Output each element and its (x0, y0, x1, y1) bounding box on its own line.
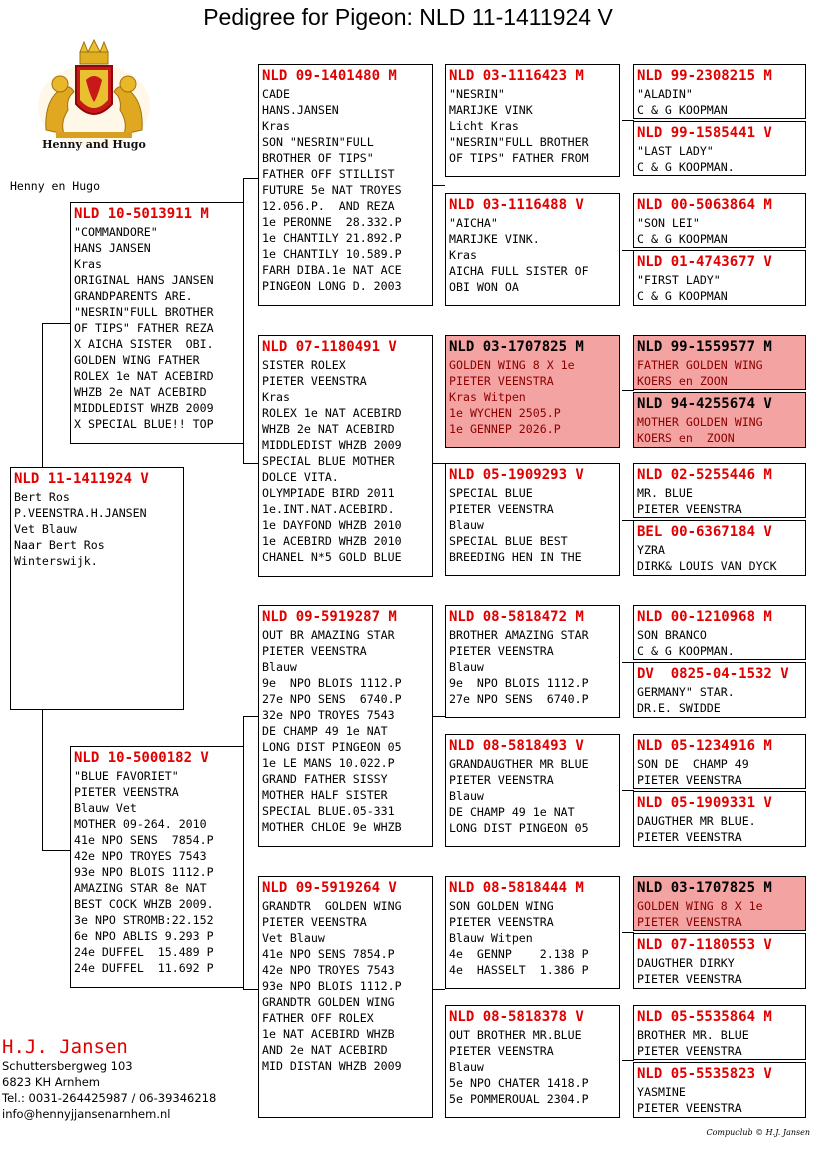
ancestor-card[interactable] (633, 520, 806, 576)
info-line: Kras (262, 119, 290, 133)
ring-number: NLD 02-5255446 M (637, 467, 772, 483)
info-line: MID DISTAN WHZB 2009 (262, 1059, 402, 1073)
ring-number: NLD 11-1411924 V (14, 471, 149, 487)
ancestor-card[interactable] (633, 734, 806, 789)
info-line: "NESRIN"FULL BROTHER (74, 305, 214, 319)
info-line: CHANEL N*5 GOLD BLUE (262, 550, 402, 564)
info-line: PIETER VEENSTRA (637, 972, 742, 986)
info-line: PIETER VEENSTRA (262, 915, 367, 929)
info-line: Kras (262, 390, 290, 404)
info-line: PINGEON LONG D. 2003 (262, 279, 402, 293)
info-line: MIDDLEDIST WHZB 2009 (74, 401, 214, 415)
info-line: SPECIAL BLUE MOTHER (262, 454, 395, 468)
info-line: P.VEENSTRA.H.JANSEN (14, 506, 147, 520)
info-line: AND 2e NAT ACEBIRD (262, 1043, 388, 1057)
info-line: PIETER VEENSTRA (449, 644, 554, 658)
ring-number: NLD 07-1180553 V (637, 937, 772, 953)
info-line: PIETER VEENSTRA (449, 1044, 554, 1058)
info-line: GOLDEN WING FATHER (74, 353, 200, 367)
info-line: Blauw (449, 518, 484, 532)
info-line: OF TIPS" FATHER REZA (74, 321, 214, 335)
ring-number: DV 0825-04-1532 V (637, 666, 789, 682)
info-line: OLYMPIADE BIRD 2011 (262, 486, 395, 500)
info-line: MARIJKE VINK. (449, 232, 540, 246)
info-line: Blauw (449, 1060, 484, 1074)
info-line: 1e NAT ACEBIRD WHZB (262, 1027, 395, 1041)
info-line: Vet Blauw (262, 931, 325, 945)
info-line: X SPECIAL BLUE!! TOP (74, 417, 214, 431)
info-line: ORIGINAL HANS JANSEN (74, 273, 214, 287)
breeder-city: 6823 KH Arnhem (2, 1075, 101, 1089)
info-line: PIETER VEENSTRA (637, 502, 742, 516)
info-line: Blauw Vet (74, 801, 137, 815)
info-line: KOERS en ZOON (637, 431, 735, 445)
copyright-note: Compuclub © H.J. Jansen (706, 1128, 810, 1137)
ring-number: NLD 00-1210968 M (637, 609, 772, 625)
info-line: KOERS en ZOON (637, 374, 728, 388)
info-line: Winterswijk. (14, 554, 98, 568)
info-line: SON BRANCO (637, 628, 707, 642)
info-line: SON "NESRIN"FULL (262, 135, 374, 149)
info-line: OUT BROTHER MR.BLUE (449, 1028, 582, 1042)
info-line: MOTHER GOLDEN WING (637, 415, 763, 429)
info-line: C & G KOOPMAN (637, 103, 728, 117)
ring-number: NLD 05-1909293 V (449, 467, 584, 483)
info-line: 42e NPO TROYES 7543 (74, 849, 207, 863)
ring-number: BEL 00-6367184 V (637, 524, 772, 540)
info-line: 1e PERONNE 28.332.P (262, 215, 402, 229)
info-line: AMAZING STAR 8e NAT (74, 881, 207, 895)
info-line: PIETER VEENSTRA (262, 374, 367, 388)
info-line: GOLDEN WING 8 X 1e (449, 358, 575, 372)
ancestor-card[interactable] (633, 791, 806, 847)
ancestor-card[interactable] (633, 64, 806, 119)
info-line: DE CHAMP 49 1e NAT (449, 805, 575, 819)
info-line: PIETER VEENSTRA (637, 1044, 742, 1058)
ring-number: NLD 09-5919287 M (262, 609, 397, 625)
info-line: 41e NPO SENS 7854.P (262, 947, 395, 961)
ring-number: NLD 05-1909331 V (637, 795, 772, 811)
ring-number: NLD 99-2308215 M (637, 68, 772, 84)
ancestor-card-highlighted[interactable] (633, 392, 806, 448)
info-line: 1e DAYFOND WHZB 2010 (262, 518, 402, 532)
info-line: "NESRIN"FULL BROTHER (449, 135, 589, 149)
ring-number: NLD 99-1559577 M (637, 339, 772, 355)
info-line: PIETER VEENSTRA (637, 773, 742, 787)
logo-caption: Henny and Hugo (42, 138, 146, 151)
info-line: Bert Ros (14, 490, 70, 504)
info-line: 93e NPO BLOIS 1112.P (74, 865, 214, 879)
info-line: 4e GENNP 2.138 P (449, 947, 589, 961)
subject-pigeon-card[interactable] (10, 467, 184, 710)
ring-number: NLD 07-1180491 V (262, 339, 397, 355)
info-line: MIDDLEDIST WHZB 2009 (262, 438, 402, 452)
info-line: 1e ACEBIRD WHZB 2010 (262, 534, 402, 548)
info-line: GERMANY" STAR. (637, 685, 735, 699)
info-line: LONG DIST PINGEON 05 (449, 821, 589, 835)
info-line: SPECIAL BLUE BEST (449, 534, 568, 548)
info-line: Kras Witpen (449, 390, 526, 404)
great-grandparent-card[interactable] (445, 193, 620, 306)
info-line: WHZB 2e NAT ACEBIRD (74, 385, 207, 399)
breeder-contact (2, 1036, 216, 1122)
info-line: FATHER OFF ROLEX (262, 1011, 374, 1025)
ring-number: NLD 08-5818493 V (449, 738, 584, 754)
info-line: DIRK& LOUIS VAN DYCK (637, 559, 777, 573)
info-line: MR. BLUE (637, 486, 693, 500)
info-line: C & G KOOPMAN (637, 232, 728, 246)
info-line: SISTER ROLEX (262, 358, 346, 372)
ring-number: NLD 03-1116488 V (449, 197, 584, 213)
info-line: CADE (262, 87, 290, 101)
mother-card[interactable] (70, 746, 244, 988)
info-line: 32e NPO TROYES 7543 (262, 708, 395, 722)
coat-of-arms-logo (36, 36, 152, 154)
great-grandparent-card[interactable] (445, 734, 620, 847)
page-title: Pedigree for Pigeon: NLD 11-1411924 V (203, 4, 613, 30)
info-line: C & G KOOPMAN. (637, 160, 735, 174)
info-line: C & G KOOPMAN. (637, 644, 735, 658)
ring-number: NLD 05-1234916 M (637, 738, 772, 754)
info-line: 24e DUFFEL 11.692 P (74, 961, 214, 975)
breeder-email[interactable]: info@hennyjjansenarnhem.nl (2, 1107, 171, 1121)
info-line: YASMINE (637, 1085, 686, 1099)
great-grandparent-card[interactable] (445, 1005, 620, 1118)
info-line: BROTHER OF TIPS" (262, 151, 374, 165)
info-line: "ALADIN" (637, 87, 693, 101)
paternal-grandmother-card[interactable] (258, 335, 433, 577)
info-line: DAUGTHER MR BLUE. (637, 814, 756, 828)
info-line: DR.E. SWIDDE (637, 701, 721, 715)
info-line: SON GOLDEN WING (449, 899, 554, 913)
info-line: 24e DUFFEL 15.489 P (74, 945, 214, 959)
ring-number: NLD 01-4743677 V (637, 254, 772, 270)
info-line: 41e NPO SENS 7854.P (74, 833, 214, 847)
info-line: GRANDAUGTHER MR BLUE (449, 757, 589, 771)
info-line: OF TIPS" FATHER FROM (449, 151, 589, 165)
info-line: SON DE CHAMP 49 (637, 757, 749, 771)
info-line: FATHER GOLDEN WING (637, 358, 763, 372)
ring-number: NLD 09-1401480 M (262, 68, 397, 84)
info-line: AICHA FULL SISTER OF (449, 264, 589, 278)
info-line: SPECIAL BLUE.05-331 (262, 804, 395, 818)
info-line: "BLUE FAVORIET" (74, 769, 179, 783)
father-card[interactable] (70, 202, 244, 444)
info-line: PIETER VEENSTRA (449, 915, 554, 929)
ancestor-card[interactable] (633, 1005, 806, 1060)
info-line: 1e CHANTILY 21.892.P (262, 231, 402, 245)
info-line: 27e NPO SENS 6740.P (262, 692, 402, 706)
info-line: OUT BR AMAZING STAR (262, 628, 395, 642)
info-line: GRAND FATHER SISSY (262, 772, 388, 786)
info-line: Blauw Witpen (449, 931, 533, 945)
info-line: Blauw (449, 660, 484, 674)
ring-number: NLD 99-1585441 V (637, 125, 772, 141)
ancestor-card[interactable] (633, 1062, 806, 1118)
info-line: HANS JANSEN (74, 241, 151, 255)
info-line: Naar Bert Ros (14, 538, 105, 552)
info-line: 1e LE MANS 10.022.P (262, 756, 395, 770)
info-line: MOTHER HALF SISTER (262, 788, 388, 802)
info-line: Kras (74, 257, 102, 271)
info-line: HANS.JANSEN (262, 103, 339, 117)
info-line: 9e NPO BLOIS 1112.P (449, 676, 589, 690)
info-line: 27e NPO SENS 6740.P (449, 692, 589, 706)
info-line: 1e GENNEP 2026.P (449, 422, 561, 436)
info-line: 12.056.P. AND REZA (262, 199, 395, 213)
info-line: Vet Blauw (14, 522, 77, 536)
info-line: "AICHA" (449, 216, 498, 230)
ring-number: NLD 05-5535823 V (637, 1066, 772, 1082)
info-line: LONG DIST PINGEON 05 (262, 740, 402, 754)
info-line: PIETER VEENSTRA (74, 785, 179, 799)
info-line: ROLEX 1e NAT ACEBIRD (262, 406, 402, 420)
info-line: FARH DIBA.1e NAT ACE (262, 263, 402, 277)
info-line: PIETER VEENSTRA (262, 644, 367, 658)
ancestor-card[interactable] (633, 250, 806, 306)
ring-number: NLD 09-5919264 V (262, 880, 397, 896)
info-line: "FIRST LADY" (637, 273, 721, 287)
ring-number: NLD 03-1116423 M (449, 68, 584, 84)
great-grandparent-card[interactable] (445, 605, 620, 718)
info-line: ROLEX 1e NAT ACEBIRD (74, 369, 214, 383)
info-line: DAUGTHER DIRKY (637, 956, 735, 970)
ancestor-card-highlighted[interactable] (633, 335, 806, 390)
ancestor-card[interactable] (633, 933, 806, 989)
info-line: GRANDTR GOLDEN WING (262, 899, 402, 913)
ancestor-card[interactable] (633, 121, 806, 176)
info-line: GRANDTR GOLDEN WING (262, 995, 395, 1009)
ancestor-card[interactable] (633, 605, 806, 660)
ring-number: NLD 03-1707825 M (637, 880, 772, 896)
info-line: MOTHER 09-264. 2010 (74, 817, 207, 831)
info-line: Licht Kras (449, 119, 519, 133)
info-line: 3e NPO STROMB:22.152 (74, 913, 214, 927)
info-line: GOLDEN WING 8 X 1e (637, 899, 763, 913)
info-line: FATHER OFF STILLIST (262, 167, 395, 181)
info-line: BROTHER MR. BLUE (637, 1028, 749, 1042)
ancestor-card[interactable] (633, 463, 806, 518)
info-line: PIETER VEENSTRA (637, 1101, 742, 1115)
info-line: X AICHA SISTER OBI. (74, 337, 214, 351)
info-line: PIETER VEENSTRA (449, 773, 554, 787)
info-line: PIETER VEENSTRA (637, 830, 742, 844)
info-line: PIETER VEENSTRA (449, 502, 554, 516)
info-line: MOTHER CHLOE 9e WHZB (262, 820, 402, 834)
info-line: 42e NPO TROYES 7543 (262, 963, 395, 977)
breeder-name: H.J. Jansen (2, 1036, 128, 1058)
info-line: Blauw (262, 660, 297, 674)
info-line: "NESRIN" (449, 87, 505, 101)
ring-number: NLD 00-5063864 M (637, 197, 772, 213)
ring-number: NLD 10-5000182 V (74, 750, 209, 766)
info-line: BREEDING HEN IN THE (449, 550, 582, 564)
info-line: WHZB 2e NAT ACEBIRD (262, 422, 395, 436)
info-line: 5e NPO CHATER 1418.P (449, 1076, 589, 1090)
info-line: 9e NPO BLOIS 1112.P (262, 676, 402, 690)
ring-number: NLD 94-4255674 V (637, 396, 772, 412)
ancestor-card[interactable] (633, 193, 806, 248)
info-line: "LAST LADY" (637, 144, 714, 158)
info-line: DOLCE VITA. (262, 470, 339, 484)
maternal-grandmother-card[interactable] (258, 876, 433, 1118)
ring-number: NLD 08-5818378 V (449, 1009, 584, 1025)
info-line: SPECIAL BLUE (449, 486, 533, 500)
ring-number: NLD 05-5535864 M (637, 1009, 772, 1025)
owner-note: Henny en Hugo (10, 179, 101, 193)
info-line: OBI WON OA (449, 280, 519, 294)
maternal-grandfather-card[interactable] (258, 605, 433, 847)
info-line: 4e HASSELT 1.386 P (449, 963, 589, 977)
ancestor-card-highlighted[interactable] (633, 876, 806, 931)
info-line: FUTURE 5e NAT TROYES (262, 183, 402, 197)
great-grandparent-card[interactable] (445, 876, 620, 989)
ring-number: NLD 10-5013911 M (74, 206, 209, 222)
info-line: PIETER VEENSTRA (637, 915, 742, 929)
breeder-phone: Tel.: 0031-264425987 / 06-39346218 (2, 1091, 217, 1105)
paternal-grandfather-card[interactable] (258, 64, 433, 306)
info-line: YZRA (637, 543, 665, 557)
ring-number: NLD 08-5818472 M (449, 609, 584, 625)
info-line: "SON LEI" (637, 216, 700, 230)
info-line: 5e POMMEROUAL 2304.P (449, 1092, 589, 1106)
info-line: 6e NPO ABLIS 9.293 P (74, 929, 214, 943)
info-line: Blauw (449, 789, 484, 803)
great-grandparent-card-highlighted[interactable] (445, 335, 620, 448)
breeder-address: Schuttersbergweg 103 (2, 1059, 133, 1073)
great-grandparent-card[interactable] (445, 64, 620, 177)
info-line: Kras (449, 248, 477, 262)
info-line: C & G KOOPMAN (637, 289, 728, 303)
info-line: "COMMANDORE" (74, 225, 158, 239)
info-line: PIETER VEENSTRA (449, 374, 554, 388)
info-line: 1e.INT.NAT.ACEBIRD. (262, 502, 395, 516)
ring-number: NLD 03-1707825 M (449, 339, 584, 355)
info-line: MARIJKE VINK (449, 103, 533, 117)
info-line: BROTHER AMAZING STAR (449, 628, 589, 642)
ancestor-card[interactable] (633, 662, 806, 718)
info-line: GRANDPARENTS ARE. (74, 289, 193, 303)
info-line: 1e WYCHEN 2505.P (449, 406, 561, 420)
info-line: 1e CHANTILY 10.589.P (262, 247, 402, 261)
ring-number: NLD 08-5818444 M (449, 880, 584, 896)
great-grandparent-card[interactable] (445, 463, 620, 576)
info-line: 93e NPO BLOIS 1112.P (262, 979, 402, 993)
info-line: DE CHAMP 49 1e NAT (262, 724, 388, 738)
info-line: BEST COCK WHZB 2009. (74, 897, 214, 911)
